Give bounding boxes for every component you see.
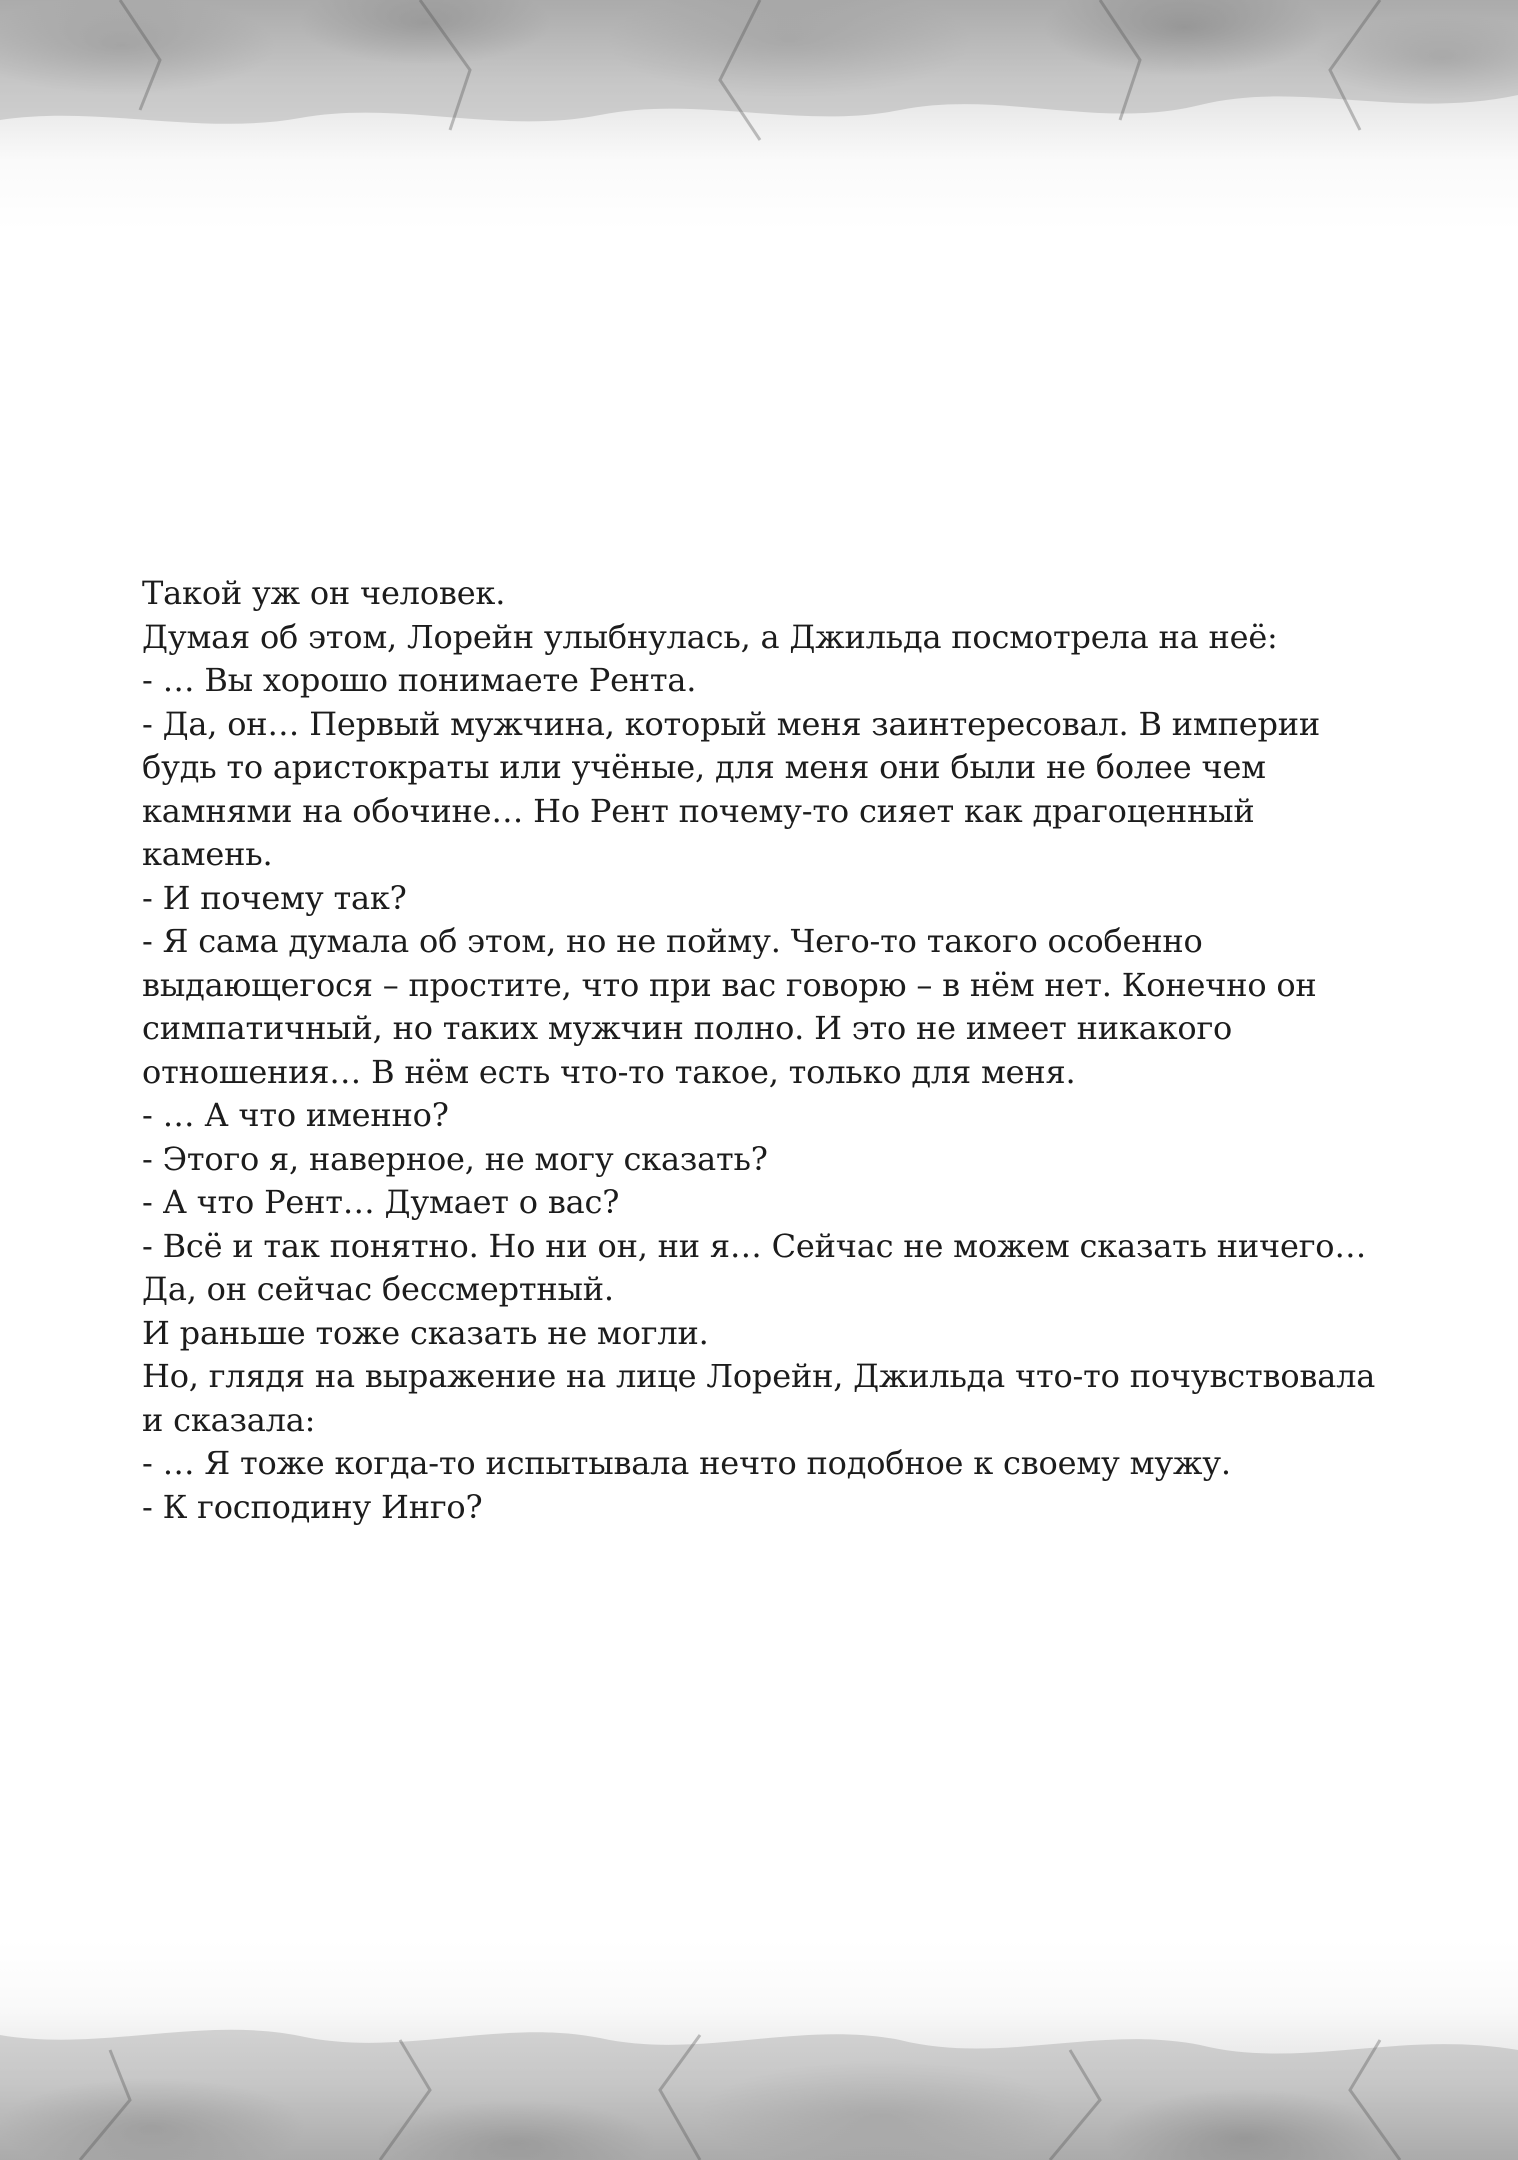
- text-line: будь то аристократы или учёные, для меня они были не более чем: [142, 748, 1266, 786]
- text-line: - А что Рент… Думает о вас?: [142, 1183, 620, 1221]
- text-line: Такой уж он человек.: [142, 574, 506, 612]
- text-line: - … Я тоже когда-то испытывала нечто подобное к своему мужу.: [142, 1444, 1231, 1482]
- text-line: - Я сама думала об этом, но не пойму. Чего-то такого особенно: [142, 922, 1203, 960]
- stone-texture-bottom-pattern: [0, 1940, 1518, 2160]
- text-line: - … А что именно?: [142, 1096, 449, 1134]
- stone-texture-top-border: [0, 0, 1518, 230]
- text-line: выдающегося – простите, что при вас говорю – в нём нет. Конечно он: [142, 965, 1317, 1004]
- text-line: Да, он сейчас бессмертный.: [142, 1270, 614, 1308]
- text-line: камнями на обочине… Но Рент почему-то сияет как драгоценный: [142, 791, 1255, 830]
- text-line: камень.: [142, 835, 273, 873]
- text-line: - Да, он… Первый мужчина, который меня заинтересовал. В империи: [142, 704, 1321, 743]
- text-line: симпатичный, но таких мужчин полно. И это не имеет никакого: [142, 1009, 1233, 1047]
- stone-texture-top-pattern: [0, 0, 1518, 230]
- text-line: - К господину Инго?: [142, 1487, 483, 1526]
- text-line: - Этого я, наверное, не могу сказать?: [142, 1139, 768, 1178]
- text-line: И раньше тоже сказать не могли.: [142, 1313, 709, 1352]
- text-line: и сказала:: [142, 1400, 316, 1439]
- text-line: - … Вы хорошо понимаете Рента.: [142, 661, 697, 699]
- stone-texture-bottom-border: [0, 1940, 1518, 2160]
- text-line: отношения… В нём есть что-то такое, только для меня.: [142, 1052, 1076, 1091]
- text-line: Но, глядя на выражение на лице Лорейн, Джильда что-то почувствовала: [142, 1357, 1376, 1395]
- text-line: - И почему так?: [142, 878, 407, 917]
- text-line: Думая об этом, Лорейн улыбнулась, а Джильда посмотрела на неё:: [142, 617, 1278, 656]
- page-text: [142, 572, 1402, 1529]
- text-line: - Всё и так понятно. Но ни он, ни я… Сейчас не можем сказать ничего…: [142, 1226, 1367, 1265]
